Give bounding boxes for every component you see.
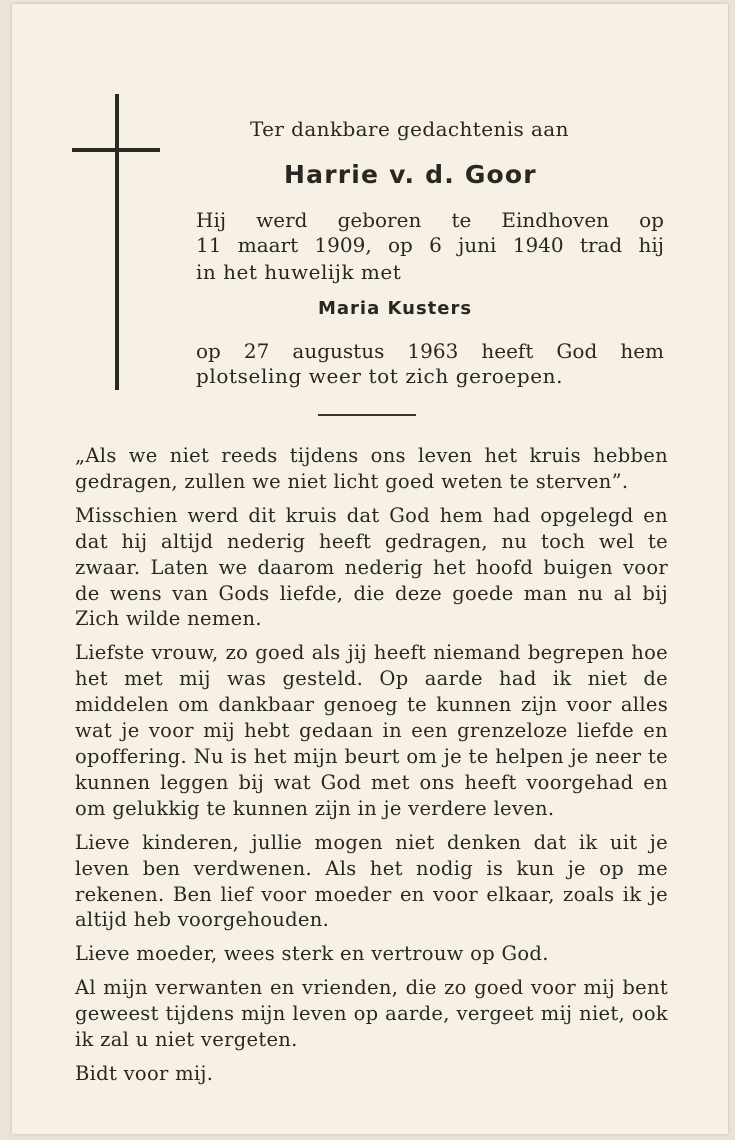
- separator-line: [318, 414, 416, 416]
- death-line-2: plotseling weer tot zich geroepen.: [196, 364, 564, 388]
- birth-line-2: 11 maart 1909, op 6 juni 1940 trad hij: [196, 233, 664, 257]
- mother-paragraph: Lieve moeder, wees sterk en vertrouw op God.: [75, 942, 549, 966]
- deceased-name: Harrie v. d. Goor: [284, 160, 537, 189]
- body-text: [75, 443, 668, 1095]
- birth-line-3: in het huwelijk met: [196, 260, 402, 284]
- death-line-1: op 27 augustus 1963 heeft God hem: [196, 339, 664, 363]
- cross-paragraph: Misschien werd dit kruis dat God hem had opgelegd en dat hij altijd nederig heeft gedragen, nu toch wel te zwaar. Laten we daarom nederig het hoofd buigen voor de wens van Gods liefde, die deze goede man nu al bij Zich wilde nemen.: [75, 503, 668, 631]
- children-paragraph: Lieve kinderen, jullie mogen niet denken dat ik uit je leven ben verdwenen. Als het nodig is kun je op me rekenen. Ben lief voor moeder en voor elkaar, zoals ik je altijd heb voorgehouden.: [75, 830, 668, 932]
- cross-arm: [72, 148, 160, 152]
- intro-line: Ter dankbare gedachtenis aan: [250, 117, 569, 141]
- closing-line: Bidt voor mij.: [75, 1061, 214, 1085]
- memorial-card: [12, 4, 728, 1134]
- wife-paragraph: Liefste vrouw, zo goed als jij heeft niemand begrepen hoe het met mij was gesteld. Op aarde had ik niet de middelen om dankbaar genoeg te kunnen zijn voor alles wat je voor mij hebt gedaan in een grenzeloze liefde en opoffering. Nu is het mijn beurt om je te helpen je neer te kunnen leggen bij wat God met ons heeft voorgehad en om gelukkig te kunnen zijn in je verdere leven.: [75, 641, 668, 820]
- cross-icon: [115, 94, 119, 390]
- quote-paragraph: „Als we niet reeds tijdens ons leven het kruis hebben gedragen, zullen we niet licht goed weten te sterven”.: [75, 444, 668, 493]
- birth-line-1: Hij werd geboren te Eindhoven op: [196, 208, 664, 232]
- spouse-name: Maria Kusters: [318, 298, 473, 319]
- relatives-paragraph: Al mijn verwanten en vrienden, die zo goed voor mij bent geweest tijdens mijn leven op aarde, vergeet mij niet, ook ik zal u niet vergeten.: [75, 976, 668, 1052]
